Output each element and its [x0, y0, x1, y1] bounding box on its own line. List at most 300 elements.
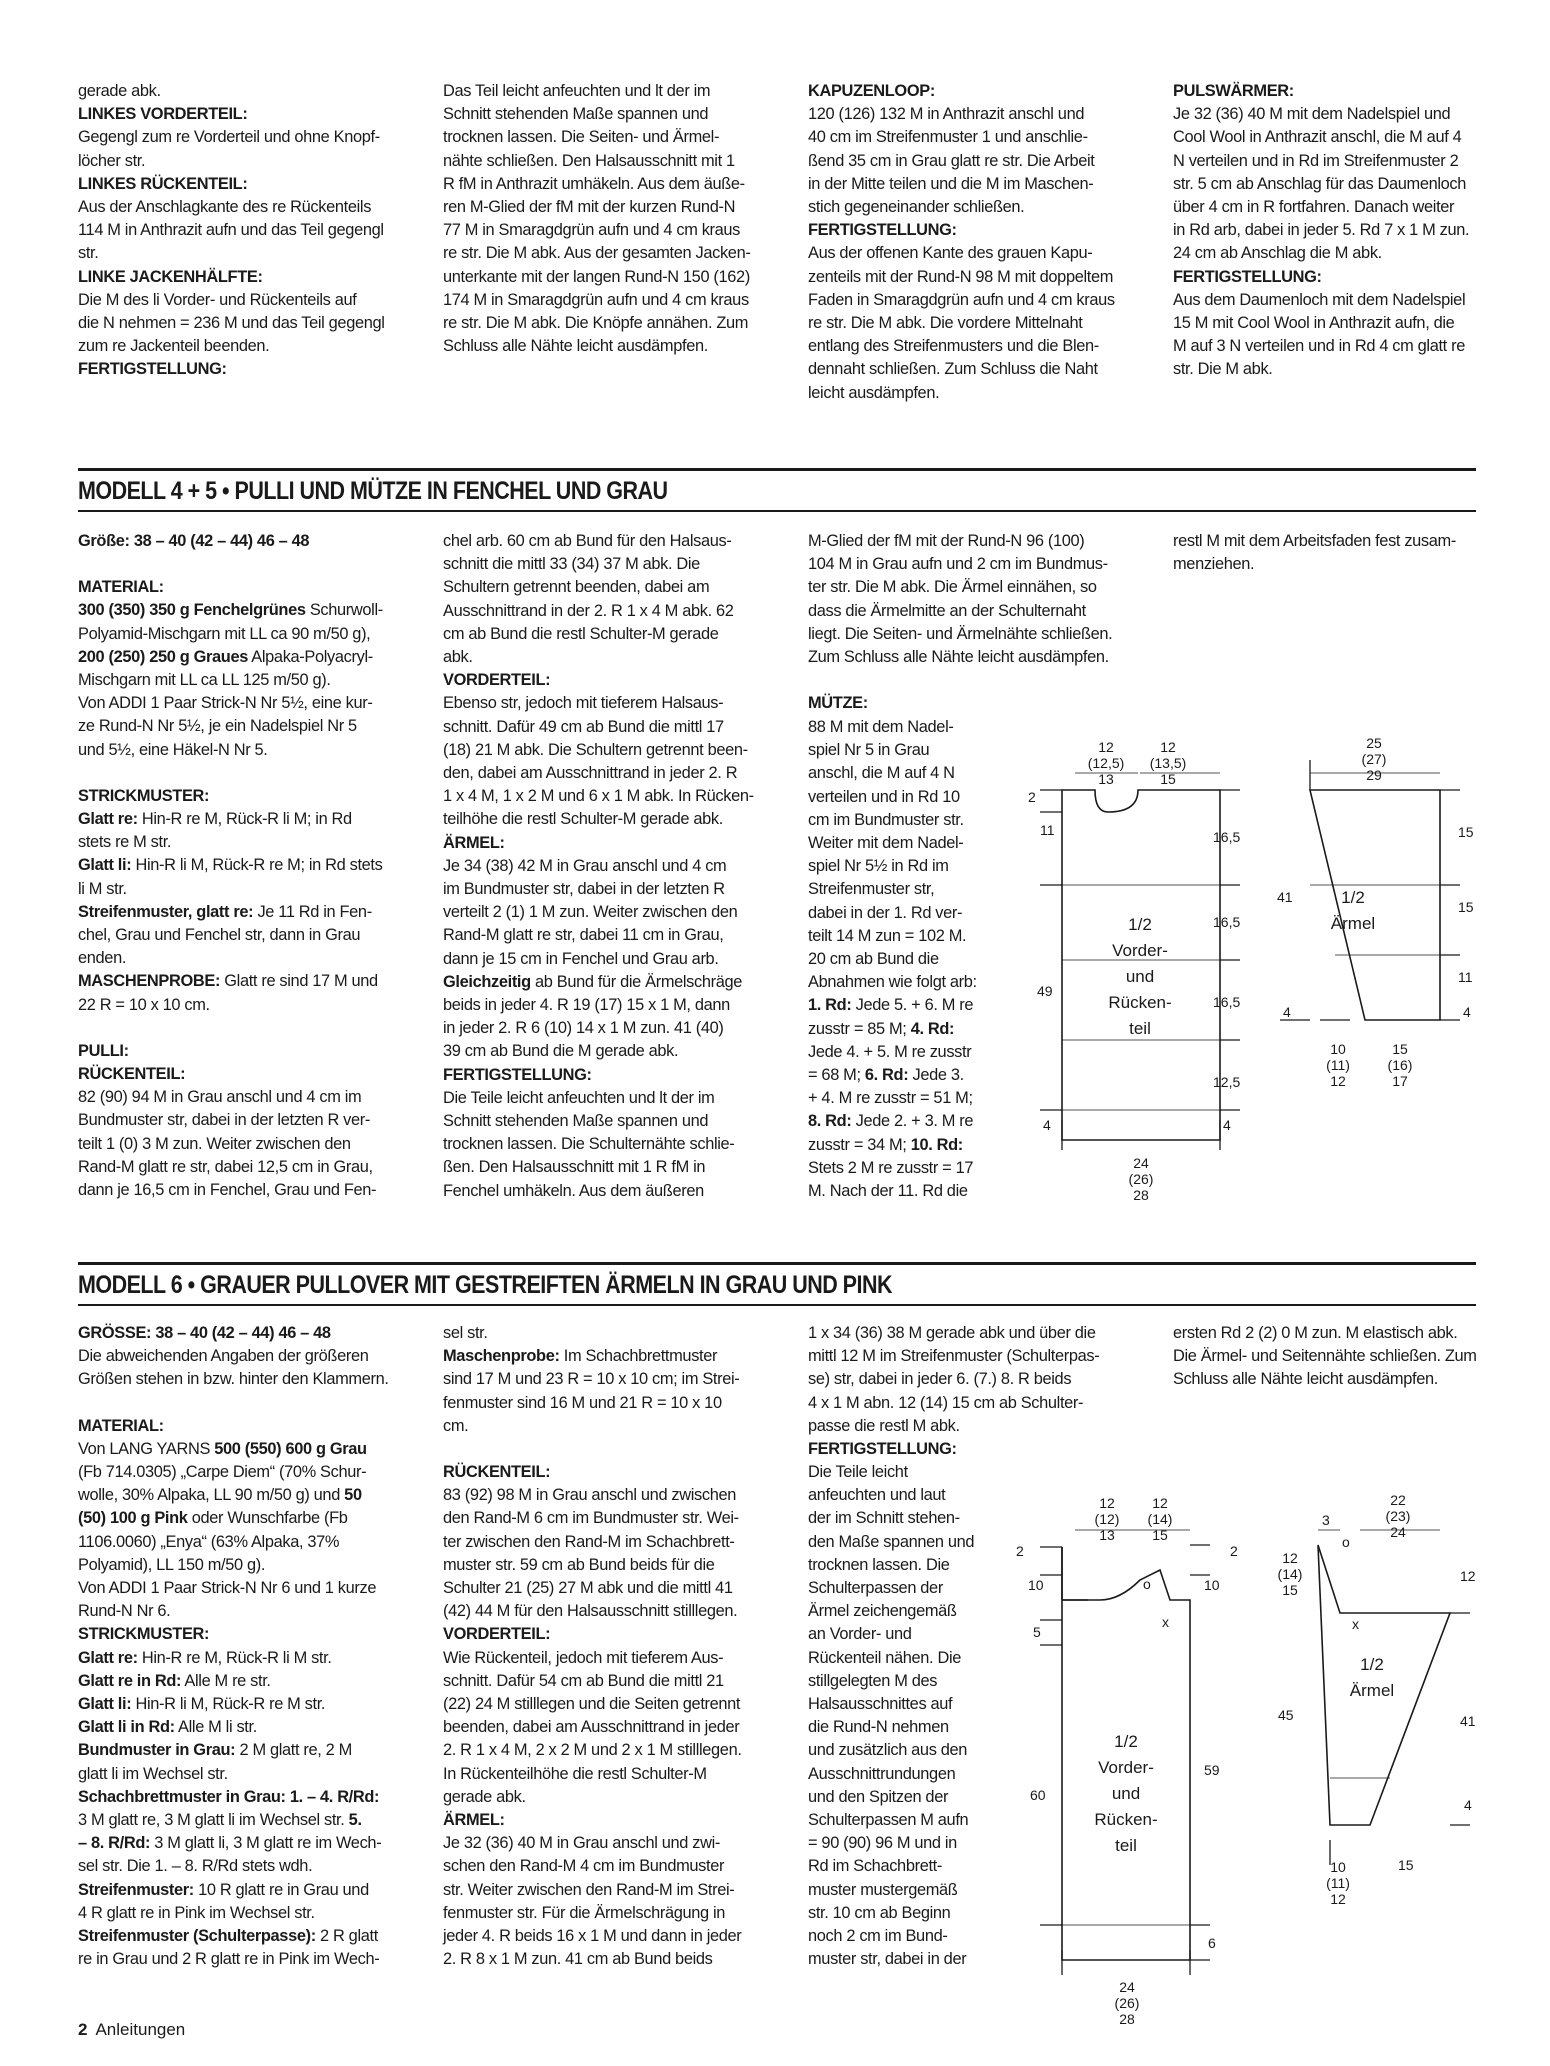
bold-run: 1. Rd:: [808, 996, 852, 1015]
text-run: str. 5 cm ab Anschlag für das Daumenloch: [1173, 174, 1467, 193]
text-run: 1106.0060) „Enya“ (63% Alpaka, 37%: [78, 1532, 340, 1551]
text-run: Schulterpassen der: [808, 1579, 943, 1598]
text-run: wolle, 30% Alpaka, LL 90 m/50 g) und: [78, 1486, 345, 1505]
text-run: Hin-R li M, Rück-R re M str.: [131, 1695, 326, 1714]
text-run: gerade abk.: [443, 1787, 526, 1806]
s1-sleeve-bottom-b-1: 15: [1392, 1041, 1408, 1057]
s2-top-left-1: 12: [1099, 1495, 1115, 1511]
page-number: 2: [78, 2020, 88, 2039]
text-run: Aus der Anschlagkante des re Rückenteils: [78, 198, 372, 217]
text-run: in jeder 2. R 6 (10) 14 x 1 M zun. 41 (40): [443, 1019, 724, 1038]
text-run: Alle M li str.: [174, 1718, 257, 1737]
text-run: löcher str.: [78, 151, 146, 170]
text-run: Je 32 (36) 40 M in Grau anschl und zwi-: [443, 1834, 720, 1853]
text-run: zusstr = 85 M;: [808, 1019, 911, 1038]
text-run: Rund-N Nr 6.: [78, 1602, 171, 1621]
footer-label: Anleitungen: [95, 2020, 186, 2039]
text-run: 2. R 8 x 1 M zun. 41 cm ab Bund beids: [443, 1950, 713, 1969]
text-run: trocknen lassen. Die: [808, 1555, 950, 1574]
text-run: (18) 21 M abk. Die Schultern getrennt been-: [443, 740, 748, 759]
text-run: ersten Rd 2 (2) 0 M zun. M elastisch abk.: [1173, 1324, 1458, 1342]
text-run: 24 cm ab Anschlag die M abk.: [1173, 244, 1382, 263]
text-run: Glatt re sind 17 M und: [220, 972, 378, 991]
bold-run: FERTIGSTELLUNG:: [808, 221, 957, 240]
text-run: stich gegeneinander schließen.: [808, 198, 1025, 217]
text-run: 3 M glatt re, 3 M glatt li im Wechsel str.: [78, 1811, 349, 1830]
s2-sleeve-bottom-3: 12: [1330, 1891, 1346, 1907]
section-1-title: MODELL 4 + 5 • PULLI UND MÜTZE IN FENCHEL UND GRAU: [78, 477, 668, 505]
s2-bottom-3: 28: [1119, 2011, 1135, 2027]
text-run: 1 x 34 (36) 38 M gerade abk und über die: [808, 1324, 1096, 1342]
text-run: 15 M mit Cool Wool in Anthrazit aufn, die: [1173, 314, 1455, 333]
s1-sleeve-4: 4: [1283, 1004, 1291, 1020]
text-run: in der Mitte teilen und die M im Maschen-: [808, 174, 1094, 193]
s2-left-10: 10: [1028, 1577, 1044, 1593]
text-run: re str. Die M abk. Die Knöpfe annähen. Zum: [443, 314, 749, 333]
bold-run: 5.: [348, 1811, 362, 1830]
text-run: 2 M glatt re, 2 M: [235, 1741, 352, 1760]
bold-run: FERTIGSTELLUNG:: [443, 1065, 592, 1084]
bold-run: LINKE JACKENHÄLFTE:: [78, 267, 263, 286]
text-run: verteilen und in Rd 10: [808, 787, 960, 806]
s2-sleeve-top-3: 24: [1390, 1524, 1406, 1540]
bold-run: PULLI:: [78, 1041, 129, 1060]
text-run: Rd im Schachbrett-: [808, 1857, 942, 1876]
s2-sleeve-top-1: 22: [1390, 1492, 1406, 1508]
text-run: Schnitt stehenden Maße spannen und: [443, 105, 709, 124]
bold-run: MASCHENPROBE:: [78, 972, 221, 991]
text-run: stets re M str.: [78, 833, 172, 852]
s2-sleeve-15: 15: [1398, 1857, 1414, 1873]
s2-mark-o: o: [1143, 1576, 1151, 1592]
bold-run: Glatt li:: [78, 856, 132, 875]
text-run: und zusätzlich aus den: [808, 1741, 968, 1760]
text-run: Zum Schluss alle Nähte leicht ausdämpfen.: [808, 648, 1109, 667]
text-run: menziehen.: [1173, 555, 1255, 574]
s2-right-59: 59: [1204, 1762, 1220, 1778]
text-run: Ausschnittrundungen: [808, 1764, 956, 1783]
text-run: schnitt. Dafür 49 cm ab Bund die mittl 17: [443, 717, 724, 736]
text-run: verteilt 2 (1) 1 M zun. Weiter zwischen den: [443, 903, 738, 922]
s1-bottom-2: (26): [1128, 1171, 1154, 1187]
s1-left-11: 11: [1040, 822, 1055, 838]
text-run: Rand-M glatt re str, dabei 12,5 cm in Grau,: [78, 1157, 373, 1176]
text-run: fenmuster str. Für die Ärmelschrägung in: [443, 1903, 726, 1922]
bold-run: Streifenmuster, glatt re:: [78, 902, 254, 921]
text-run: ßen. Den Halsausschnitt mit 1 R fM in: [443, 1158, 706, 1177]
s1-top-left-3: 13: [1098, 771, 1114, 787]
bold-run: FERTIGSTELLUNG:: [78, 360, 227, 379]
text-run: muster mustergemäß: [808, 1880, 958, 1899]
s2-sleeve-top-2: (23): [1385, 1508, 1411, 1524]
s2-left-2: 2: [1016, 1543, 1024, 1559]
text-run: trocknen lassen. Die Schulternähte schlie-: [443, 1135, 735, 1154]
text-run: den Maße spannen und: [808, 1532, 975, 1551]
s2-sleeve-45: 45: [1278, 1707, 1294, 1723]
bold-run: Streifenmuster:: [78, 1880, 194, 1899]
s2-sleeve-bottom-1: 10: [1330, 1859, 1346, 1875]
s2-mark-x: x: [1162, 1614, 1169, 1630]
text-run: trocknen lassen. Die Seiten- und Ärmel-: [443, 128, 720, 147]
text-run: Gegengl zum re Vorderteil und ohne Knopf-: [78, 128, 380, 147]
s2-top-left-3: 13: [1099, 1527, 1115, 1543]
bold-run: Glatt re:: [78, 1648, 138, 1667]
text-run: re str. Die M abk. Aus der gesamten Jacken-: [443, 244, 751, 263]
s2-right-2: 2: [1230, 1543, 1238, 1559]
text-run: 104 M in Grau aufn und 2 cm im Bundmus-: [808, 555, 1108, 574]
bold-run: 200 (250) 250 g Graues: [78, 647, 248, 666]
text-run: = 90 (90) 96 M und in: [808, 1834, 957, 1853]
bold-run: Maschenprobe:: [443, 1347, 560, 1366]
text-run: 3 M glatt li, 3 M glatt re im Wech-: [150, 1834, 382, 1853]
text-run: Hin-R li M, Rück-R re M; in Rd stets: [131, 856, 383, 875]
s1-sleeve-bottom-a-3: 12: [1330, 1073, 1346, 1089]
text-run: Von ADDI 1 Paar Strick-N Nr 6 und 1 kurze: [78, 1579, 377, 1598]
s1-right-1: 16,5: [1213, 829, 1241, 845]
text-run: dann je 16,5 cm in Fenchel, Grau und Fen-: [78, 1181, 377, 1200]
text-run: M-Glied der fM mit der Rund-N 96 (100): [808, 532, 1085, 550]
text-run: oder Wunschfarbe (Fb: [187, 1509, 348, 1528]
text-run: cm ab Bund die restl Schulter-M gerade: [443, 624, 719, 643]
s1-top-right-3: 15: [1160, 771, 1176, 787]
s1-right-5: 4: [1223, 1117, 1231, 1133]
text-run: Schurwoll-: [305, 601, 383, 620]
bold-run: Bundmuster in Grau:: [78, 1741, 236, 1760]
text-run: Die abweichenden Angaben der größeren: [78, 1347, 369, 1366]
bold-run: Gleichzeitig: [443, 972, 531, 991]
text-run: passe die restl M abk.: [808, 1416, 960, 1435]
s1-sleeve-41: 41: [1277, 889, 1293, 905]
bold-run: MÜTZE:: [808, 694, 868, 713]
text-run: M auf 3 N verteilen und in Rd 4 cm glatt re: [1173, 337, 1465, 356]
text-run: Abnahmen wie folgt arb:: [808, 973, 977, 992]
s1-label-5: teil: [1129, 1019, 1151, 1038]
bold-run: FERTIGSTELLUNG:: [808, 1440, 957, 1459]
text-run: ter str. Die M abk. Die Ärmel einnähen, so: [808, 578, 1097, 597]
s2-sleeve-left-1: 12: [1282, 1550, 1298, 1566]
s2-sleeve-bottom-2: (11): [1326, 1875, 1350, 1891]
text-run: leicht ausdämpfen.: [808, 383, 940, 402]
text-run: unterkante mit der langen Rund-N 150 (162): [443, 267, 750, 286]
text-run: Cool Wool in Anthrazit anschl, die M auf 4: [1173, 128, 1462, 147]
s2-top-left-2: (12): [1094, 1511, 1120, 1527]
text-run: noch 2 cm im Bund-: [808, 1927, 948, 1946]
text-run: Schulter 21 (25) 27 M abk und die mittl 41: [443, 1579, 733, 1598]
text-run: in Rd arb, dabei in jeder 5. Rd 7 x 1 M zun.: [1173, 221, 1470, 240]
bold-run: ÄRMEL:: [443, 1811, 505, 1830]
bold-run: Streifenmuster (Schulterpasse):: [78, 1927, 316, 1946]
text-run: 4 x 1 M abn. 12 (14) 15 cm ab Schulter-: [808, 1393, 1084, 1412]
text-run: muster str. 59 cm ab Bund beids für die: [443, 1555, 715, 1574]
text-run: Jede 5. + 6. M re: [851, 996, 974, 1015]
text-run: 82 (90) 94 M in Grau anschl und 4 cm im: [78, 1088, 362, 1107]
text-run: Im Schachbrettmuster: [559, 1347, 718, 1366]
text-run: Weiter mit dem Nadel-: [808, 834, 964, 853]
text-run: Von LANG YARNS: [78, 1439, 215, 1458]
text-run: schnitt die mittl 33 (34) 37 M abk. Die: [443, 555, 700, 574]
s1-left-2: 2: [1028, 789, 1036, 805]
text-run: (Fb 714.0305) „Carpe Diem“ (70% Schur-: [78, 1463, 367, 1482]
bold-run: 8. Rd:: [808, 1112, 852, 1131]
bold-run: – 8. R/Rd:: [78, 1834, 151, 1853]
text-run: Schluss alle Nähte leicht ausdämpfen.: [443, 337, 708, 356]
text-run: Stets 2 M re zusstr = 17: [808, 1158, 974, 1177]
text-run: chel, Grau und Fenchel str, dann in Grau: [78, 926, 361, 945]
text-run: str. 10 cm ab Beginn: [808, 1903, 951, 1922]
text-run: str.: [78, 244, 99, 263]
text-run: + 4. M re zusstr = 51 M;: [808, 1089, 973, 1108]
text-run: jeder 4. R beids 16 x 1 M und dann in jeder: [443, 1927, 742, 1946]
text-run: Rand-M glatt re str, dabei 11 cm in Grau,: [443, 926, 724, 945]
text-run: muster str, dabei in der: [808, 1950, 967, 1969]
s2-sleeve-4: 4: [1464, 1797, 1472, 1813]
text-run: spiel Nr 5½ in Rd im: [808, 857, 949, 876]
s1-top-left-2: (12,5): [1087, 755, 1125, 771]
text-run: chel arb. 60 cm ab Bund für den Halsaus-: [443, 532, 732, 550]
text-run: Je 34 (38) 42 M in Grau anschl und 4 cm: [443, 856, 727, 875]
text-run: Alpaka-Polyacryl-: [247, 647, 373, 666]
text-run: 2 R glatt: [315, 1927, 378, 1946]
s1-top-left-1: 12: [1098, 739, 1114, 755]
bold-run: 10. Rd:: [910, 1135, 963, 1154]
text-run: liegt. Die Seiten- und Ärmelnähte schließen.: [808, 624, 1113, 643]
text-run: zenteils mit der Rund-N 98 M mit doppeltem: [808, 267, 1114, 286]
bold-run: Schachbrettmuster in Grau: 1. – 4. R/Rd:: [78, 1787, 380, 1806]
text-run: die N nehmen = 236 M und das Teil gegengl: [78, 314, 385, 333]
bold-run: STRICKMUSTER:: [78, 786, 210, 805]
text-run: Alle M re str.: [181, 1671, 271, 1690]
text-run: se) str, dabei in jeder 6. (7.) 8. R beids: [808, 1370, 1072, 1389]
text-run: nähte schließen. Den Halsausschnitt mit 1: [443, 151, 735, 170]
text-run: 1 x 4 M, 1 x 2 M und 6 x 1 M abk. In Rücken-: [443, 787, 754, 806]
text-run: Halsausschnittes auf: [808, 1695, 953, 1714]
text-run: dabei in der 1. Rd ver-: [808, 903, 963, 922]
s1-top-right-1: 12: [1160, 739, 1176, 755]
text-run: ter zwischen den Rand-M im Schachbrett-: [443, 1532, 735, 1551]
text-run: Von ADDI 1 Paar Strick-N Nr 5½, eine kur-: [78, 694, 373, 713]
text-run: mittl 12 M im Streifenmuster (Schulterpas-: [808, 1347, 1100, 1366]
text-run: sel str.: [443, 1324, 488, 1342]
bold-run: 500 (550) 600 g Grau: [214, 1439, 367, 1458]
bold-run: Glatt li:: [78, 1695, 132, 1714]
s2-top-right-3: 15: [1152, 1527, 1168, 1543]
text-run: 22 R = 10 x 10 cm.: [78, 995, 210, 1014]
text-run: cm.: [443, 1416, 469, 1435]
text-run: 20 cm ab Bund die: [808, 950, 939, 969]
s2-sleeve-left-2: (14): [1277, 1566, 1303, 1582]
text-run: spiel Nr 5 in Grau: [808, 741, 930, 760]
s1-label-2: Vorder-: [1112, 941, 1168, 960]
text-run: M. Nach der 11. Rd die: [808, 1182, 968, 1201]
text-run: Fenchel umhäkeln. Aus dem äußeren: [443, 1181, 704, 1200]
text-run: (22) 24 M stilllegen und die Seiten getrennt: [443, 1695, 741, 1714]
bold-run: RÜCKENTEIL:: [443, 1463, 551, 1482]
text-run: 39 cm ab Bund die M gerade abk.: [443, 1042, 679, 1061]
s1-sleeve-right-3: 11: [1458, 969, 1473, 985]
text-run: Die Teile leicht: [808, 1463, 908, 1481]
s1-sleeve-bottom-a-2: (11): [1326, 1057, 1350, 1073]
s1-sleeve-right-1: 15: [1458, 824, 1474, 840]
text-run: beenden, dabei am Ausschnittrand in jeder: [443, 1718, 740, 1737]
text-run: Ebenso str, jedoch mit tieferem Halsaus-: [443, 694, 724, 713]
s2-bottom-2: (26): [1114, 1995, 1140, 2011]
s1-right-3: 16,5: [1213, 994, 1241, 1010]
text-run: Das Teil leicht anfeuchten und lt der im: [443, 82, 711, 100]
bold-run: 300 (350) 350 g Fenchelgrünes: [78, 601, 306, 620]
text-run: entlang des Streifenmusters und die Blen-: [808, 337, 1099, 356]
text-run: im Bundmuster str, dabei in der letzten R: [443, 880, 725, 899]
bold-run: FERTIGSTELLUNG:: [1173, 267, 1322, 286]
text-run: enden.: [78, 949, 127, 968]
text-run: 174 M in Smaragdgrün aufn und 4 cm kraus: [443, 290, 749, 309]
text-run: teilt 14 M zun = 102 M.: [808, 926, 967, 945]
s1-sleeve-bottom-b-2: (16): [1387, 1057, 1413, 1073]
text-run: ren M-Glied der fM mit der kurzen Rund-N: [443, 198, 736, 217]
text-run: 120 (126) 132 M in Anthrazit anschl und: [808, 105, 1085, 124]
bold-run: Glatt re:: [78, 810, 138, 829]
text-run: cm im Bundmuster str.: [808, 810, 964, 829]
text-run: 88 M mit dem Nadel-: [808, 718, 954, 736]
text-run: Je 32 (36) 40 M mit dem Nadelspiel und: [1173, 105, 1451, 124]
text-run: zusstr = 34 M;: [808, 1135, 911, 1154]
text-run: Faden in Smaragdgrün aufn und 4 cm kraus: [808, 290, 1115, 309]
text-run: str. Die M abk.: [1173, 360, 1273, 379]
text-run: der im Schnitt stehen-: [808, 1509, 960, 1528]
bold-run: (50) 100 g Pink: [78, 1509, 188, 1528]
text-run: und 5½, eine Häkel-N Nr 5.: [78, 740, 268, 759]
text-run: stillgelegten M des: [808, 1671, 938, 1690]
text-run: 83 (92) 98 M in Grau anschl und zwischen: [443, 1486, 737, 1505]
s1-right-4: 12,5: [1213, 1074, 1241, 1090]
bold-run: LINKES VORDERTEIL:: [78, 105, 248, 124]
text-run: Polyamid-Mischgarn mit LL ca 90 m/50 g),: [78, 624, 371, 643]
text-run: In Rückenteilhöhe die restl Schulter-M: [443, 1764, 707, 1783]
text-run: sel str. Die 1. – 8. R/Rd stets wdh.: [78, 1857, 313, 1876]
text-run: Die M des li Vorder- und Rückenteils auf: [78, 290, 357, 309]
text-run: 4 R glatt re in Pink im Wechsel str.: [78, 1903, 315, 1922]
s2-left-5: 5: [1033, 1624, 1041, 1640]
text-run: dennaht schließen. Zum Schluss die Naht: [808, 360, 1098, 379]
text-run: str. Weiter zwischen den Rand-M im Strei-: [443, 1880, 735, 1899]
text-run: beids in jeder 4. R 19 (17) 15 x 1 M, dann: [443, 996, 730, 1015]
text-run: Ausschnittrand in der 2. R 1 x 4 M abk. 62: [443, 601, 734, 620]
s1-label-3: und: [1125, 967, 1155, 986]
text-run: über 4 cm in R fortfahren. Danach weiter: [1173, 198, 1455, 217]
s2-sleeve-12: 12: [1460, 1568, 1476, 1584]
bold-run: LINKES RÜCKENTEIL:: [78, 174, 248, 193]
text-run: re in Grau und 2 R glatt re in Pink im Wech-: [78, 1950, 380, 1969]
text-run: glatt li im Wechsel str.: [78, 1764, 228, 1783]
text-run: teilhöhe die restl Schulter-M gerade abk.: [443, 810, 723, 829]
bold-run: PULSWÄRMER:: [1173, 82, 1294, 100]
text-run: dann je 15 cm in Fenchel und Grau arb.: [443, 949, 719, 968]
s2-sleeve-o: o: [1342, 1534, 1350, 1550]
s1-sleeve-top-1: 25: [1366, 735, 1382, 751]
bold-run: GRÖSSE: 38 – 40 (42 – 44) 46 – 48: [78, 1324, 331, 1342]
text-run: Streifenmuster str,: [808, 880, 935, 899]
text-run: schen den Rand-M 4 cm im Bundmuster: [443, 1857, 725, 1876]
bold-run: MATERIAL:: [78, 578, 164, 597]
text-run: Rückenteil nähen. Die: [808, 1648, 962, 1667]
bold-run: KAPUZENLOOP:: [808, 82, 935, 100]
section-2-title: MODELL 6 • GRAUER PULLOVER MIT GESTREIFTEN ÄRMELN IN GRAU UND PINK: [78, 1271, 892, 1299]
text-run: Hin-R re M, Rück-R li M; in Rd: [137, 810, 352, 829]
text-run: Schluss alle Nähte leicht ausdämpfen.: [1173, 1370, 1438, 1389]
text-run: Ärmel zeichengemäß: [808, 1602, 957, 1621]
s2-right-10: 10: [1204, 1577, 1220, 1593]
text-run: Hin-R re M, Rück-R li M str.: [137, 1648, 332, 1667]
text-run: N verteilen und in Rd im Streifenmuster 2: [1173, 151, 1459, 170]
s1-left-49: 49: [1037, 983, 1053, 999]
s2-label-1: 1/2: [1114, 1732, 1138, 1751]
text-run: re str. Die M abk. Die vordere Mittelnaht: [808, 314, 1083, 333]
text-run: Jede 2. + 3. M re: [851, 1112, 974, 1131]
s2-sleeve-41: 41: [1460, 1713, 1476, 1729]
s1-sleeve-top-3: 29: [1366, 767, 1382, 783]
s2-top-right-1: 12: [1152, 1495, 1168, 1511]
text-run: Die Ärmel- und Seitennähte schließen. Zum: [1173, 1347, 1477, 1366]
s2-label-2: Vorder-: [1098, 1758, 1154, 1777]
s2-right-6: 6: [1208, 1935, 1216, 1951]
text-run: die Rund-N nehmen: [808, 1718, 949, 1737]
text-run: (42) 44 M für den Halsausschnitt stilllegen.: [443, 1602, 738, 1621]
text-run: anfeuchten und laut: [808, 1486, 946, 1505]
s2-left-60: 60: [1030, 1787, 1046, 1803]
bold-run: VORDERTEIL:: [443, 1625, 551, 1644]
text-run: zum re Jackenteil beenden.: [78, 337, 270, 356]
text-run: den Rand-M 6 cm im Bundmuster str. Wei-: [443, 1509, 739, 1528]
text-run: 114 M in Anthrazit aufn und das Teil gegengl: [78, 221, 384, 240]
s2-top-right-2: (14): [1147, 1511, 1173, 1527]
s1-bottom-1: 24: [1133, 1155, 1149, 1171]
bold-run: 50: [344, 1486, 362, 1505]
text-run: li M str.: [78, 879, 127, 898]
text-run: ze Rund-N Nr 5½, je ein Nadelspiel Nr 5: [78, 717, 357, 736]
text-run: Schnitt stehenden Maße spannen und: [443, 1112, 709, 1131]
bold-run: ÄRMEL:: [443, 833, 505, 852]
text-run: 77 M in Smaragdgrün aufn und 4 cm kraus: [443, 221, 741, 240]
s2-sleeve-left-3: 15: [1282, 1582, 1298, 1598]
text-run: Schulterpassen M aufn: [808, 1811, 969, 1830]
s1-sleeve-right-4: 4: [1463, 1004, 1471, 1020]
text-run: Die Teile leicht anfeuchten und lt der im: [443, 1088, 715, 1107]
text-run: Größen stehen in bzw. hinter den Klammern.: [78, 1370, 389, 1389]
text-run: 2. R 1 x 4 M, 2 x 2 M und 2 x 1 M stilllegen.: [443, 1741, 742, 1760]
bold-run: MATERIAL:: [78, 1416, 164, 1435]
s2-sleeve-label-2: Ärmel: [1349, 1681, 1395, 1700]
text-run: = 68 M;: [808, 1066, 865, 1085]
text-run: gerade abk.: [78, 82, 161, 100]
text-run: und den Spitzen der: [808, 1787, 949, 1806]
s1-bottom-3: 28: [1133, 1187, 1149, 1203]
text-run: 40 cm im Streifenmuster 1 und anschlie-: [808, 128, 1088, 147]
text-run: ab Bund für die Ärmelschräge: [530, 972, 743, 991]
text-run: Wie Rückenteil, jedoch mit tieferem Aus-: [443, 1648, 724, 1667]
s1-sleeve-bottom-a-1: 10: [1330, 1041, 1346, 1057]
s2-label-5: teil: [1115, 1836, 1137, 1855]
text-run: Jede 3.: [908, 1066, 964, 1085]
s1-top-right-2: (13,5): [1149, 755, 1187, 771]
bold-run: 4. Rd:: [910, 1019, 955, 1038]
text-run: dass die Ärmelmitte an der Schulternaht: [808, 601, 1086, 620]
text-run: teilt 1 (0) 3 M zun. Weiter zwischen den: [78, 1134, 351, 1153]
text-run: abk.: [443, 648, 473, 667]
s1-sleeve-top-2: (27): [1361, 751, 1387, 767]
s1-left-4: 4: [1043, 1117, 1051, 1133]
text-run: Mischgarn mit LL ca LL 125 m/50 g).: [78, 671, 331, 690]
s2-sleeve-x: x: [1352, 1616, 1359, 1632]
text-run: Je 11 Rd in Fen-: [253, 902, 372, 921]
